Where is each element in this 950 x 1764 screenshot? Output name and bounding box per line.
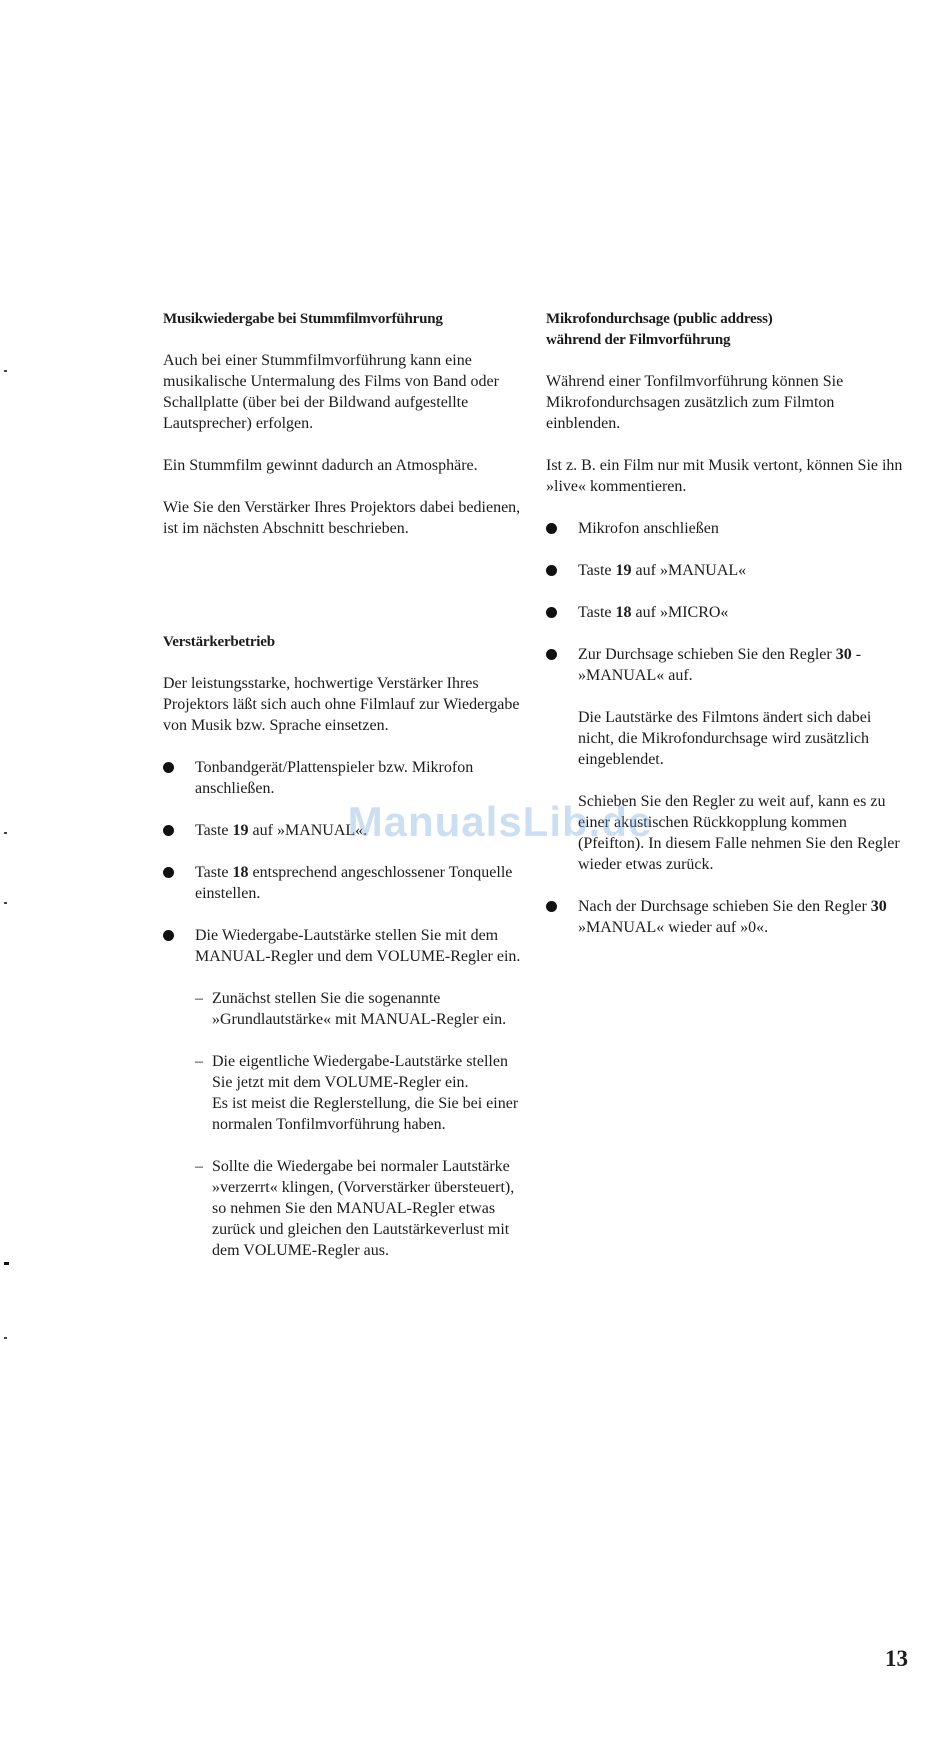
sub-list-item: – Zunächst stellen Sie die sogenannte »Grundlautstärke« mit MANUAL-Regler ein. <box>163 988 523 1030</box>
paragraph: Der leistungsstarke, hochwertige Verstärker Ihres Projektors läßt sich auch ohne Filmlauf zur Wiedergabe von Musik bzw. Sprache einsetzen. <box>163 675 520 734</box>
paragraph: Wie Sie den Verstärker Ihres Projektors dabei bedienen, ist im nächsten Abschnitt beschrieben. <box>163 499 521 537</box>
scan-mark <box>4 1337 7 1339</box>
list-item: Taste 19 auf »MANUAL« <box>546 560 908 581</box>
sub-list-item: – Sollte die Wiedergabe bei normaler Lautstärke »verzerrt« klingen, (Vorverstärker übersteuert), so nehmen Sie den MANUAL-Regler etwas zurück und gleichen den Lautstärkeverlust mit dem VOLUME-Regler aus. <box>163 1156 523 1261</box>
section-heading-amplifier-mode: Verstärkerbetrieb <box>163 634 275 650</box>
left-column <box>163 309 523 1261</box>
list-item: Taste 18 auf »MICRO« <box>546 602 908 623</box>
note-paragraph: Die Lautstärke des Filmtons ändert sich dabei nicht, die Mikrofondurchsage wird zusätzlich eingeblendet. <box>578 709 872 768</box>
note-paragraph: Schieben Sie den Regler zu weit auf, kann es zu einer akustischen Rückkopplung kommen (Pfeifton). In diesem Falle nehmen Sie den Regler wieder etwas zurück. <box>578 793 900 873</box>
paragraph: Ein Stummfilm gewinnt dadurch an Atmosphäre. <box>163 457 478 474</box>
list-item: Zur Durchsage schieben Sie den Regler 30 - »MANUAL« auf. <box>546 644 908 686</box>
page-number: 13 <box>885 1646 908 1671</box>
scan-mark <box>4 902 7 904</box>
paragraph: Auch bei einer Stummfilmvorführung kann eine musikalische Untermalung des Films von Band oder Schallplatte (über bei der Bildwand aufgestellte Lautsprecher) erfolgen. <box>163 352 499 432</box>
watermark-logo: ManualsLib.de <box>347 798 653 845</box>
list-item: Taste 19 auf »MANUAL«. <box>163 820 523 841</box>
sub-list-item: – Die eigentliche Wiedergabe-Lautstärke stellen Sie jetzt mit dem VOLUME-Regler ein. Es ist meist die Reglerstellung, die Sie bei einer normalen Tonfilmvorführung haben. <box>163 1051 523 1135</box>
list-item: Taste 18 entsprechend angeschlossener Tonquelle einstellen. <box>163 862 523 904</box>
section-heading-silent-film-music: Musikwiedergabe bei Stummfilmvorführung <box>163 311 443 327</box>
scan-mark <box>4 832 7 834</box>
paragraph: Ist z. B. ein Film nur mit Musik vertont, können Sie ihn »live« kommentieren. <box>546 457 903 495</box>
section-heading-public-address: Mikrofondurchsage (public address) während der Filmvorführung <box>546 311 773 348</box>
list-item: Nach der Durchsage schieben Sie den Regler 30 »MANUAL« wieder auf »0«. <box>546 896 908 938</box>
list-item: Tonbandgerät/Plattenspieler bzw. Mikrofon anschließen. <box>163 757 523 799</box>
scan-mark <box>4 370 7 372</box>
list-item: Mikrofon anschließen <box>546 518 908 539</box>
list-item: Die Wiedergabe-Lautstärke stellen Sie mit dem MANUAL-Regler und dem VOLUME-Regler ein. <box>163 925 523 967</box>
scan-mark <box>4 1262 9 1265</box>
paragraph: Während einer Tonfilmvorführung können Sie Mikrofondurchsagen zusätzlich zum Filmton einblenden. <box>546 373 844 432</box>
